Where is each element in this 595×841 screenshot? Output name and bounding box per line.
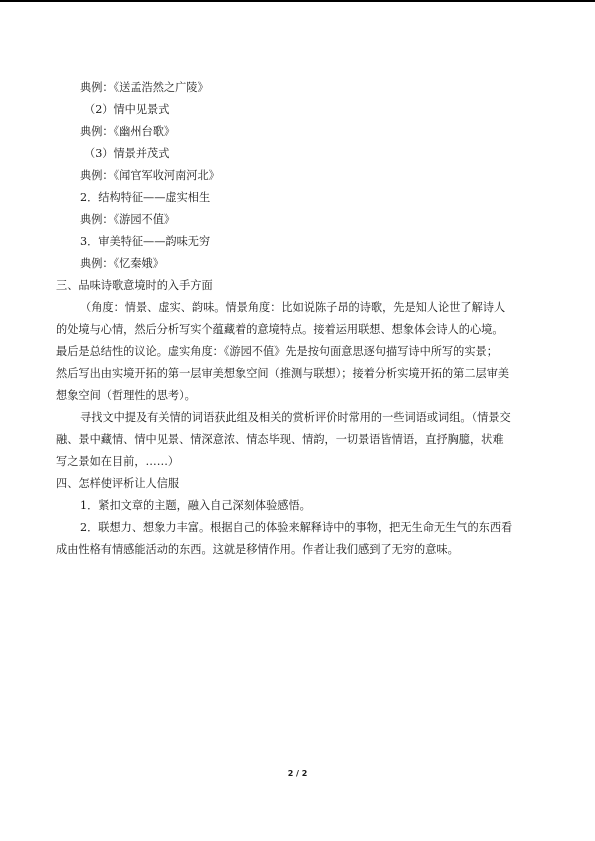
top-border-line (0, 0, 595, 2)
document-body (56, 77, 542, 561)
example-line: 典例：《忆秦娥》 (80, 257, 164, 270)
subheading-line: （3）情景并茂式 (84, 147, 170, 160)
section-heading: 三、品味诗歌意境时的入手方面 (56, 279, 213, 292)
paragraph-line: 最后是总结性的议论。虚实角度：《游园不值》先是按句面意思逐句描写诗中所写的实景； (56, 345, 498, 358)
angles-paragraph (56, 297, 542, 407)
paragraph-line: 的处境与心情，然后分析写实个蕴藏着的意境特点。接着运用联想、想象体会诗人的心境。 (56, 323, 504, 336)
page-number: 2 / 2 (287, 769, 308, 778)
paragraph-line: （角度：情景、虚实、韵味。情景角度：比如说陈子昂的诗歌，先是知人论世了解诗人 (80, 301, 506, 314)
list-item: 1．紧扣文章的主题，融入自己深刻体验感悟。 (80, 499, 311, 512)
paragraph-line: 2．联想力、想象力丰富。根据自己的体验来解释诗中的事物，把无生命无生气的东西看 (80, 521, 513, 534)
list-item (56, 517, 542, 561)
subheading-line: （2）情中见景式 (84, 103, 170, 116)
paragraph-line: 然后写出由实境开拓的第一层审美想象空间（推测与联想）；接着分析实境开拓的第二层审美 (56, 367, 510, 380)
example-line: 典例：《游园不值》 (80, 213, 176, 226)
subheading-line: 3．审美特征——韵味无穷 (80, 235, 211, 248)
paragraph-line: 融、景中藏情、情中见景、情深意浓、情态毕现、情韵，一切景语皆情语，直抒胸臆，状难 (56, 433, 504, 446)
subheading-line: 2．结构特征——虚实相生 (80, 191, 211, 204)
example-line: 典例：《闻官军收河南河北》 (80, 169, 220, 182)
paragraph-line: 写之景如在目前，……） (56, 455, 180, 468)
paragraph-line: 想象空间（哲理性的思考）。 (56, 389, 196, 402)
example-line: 典例：《送孟浩然之广陵》 (80, 81, 209, 94)
paragraph-line: 寻找文中提及有关情的词语获此组及相关的赏析评价时常用的一些词语或词组。（情景交 (80, 411, 511, 424)
words-paragraph (56, 407, 542, 473)
section-heading: 四、怎样使评析让人信服 (56, 477, 180, 490)
paragraph-line: 成由性格有情感能活动的东西。这就是移情作用。作者让我们感到了无穷的意味。 (56, 543, 459, 556)
example-line: 典例：《幽州台歌》 (80, 125, 176, 138)
